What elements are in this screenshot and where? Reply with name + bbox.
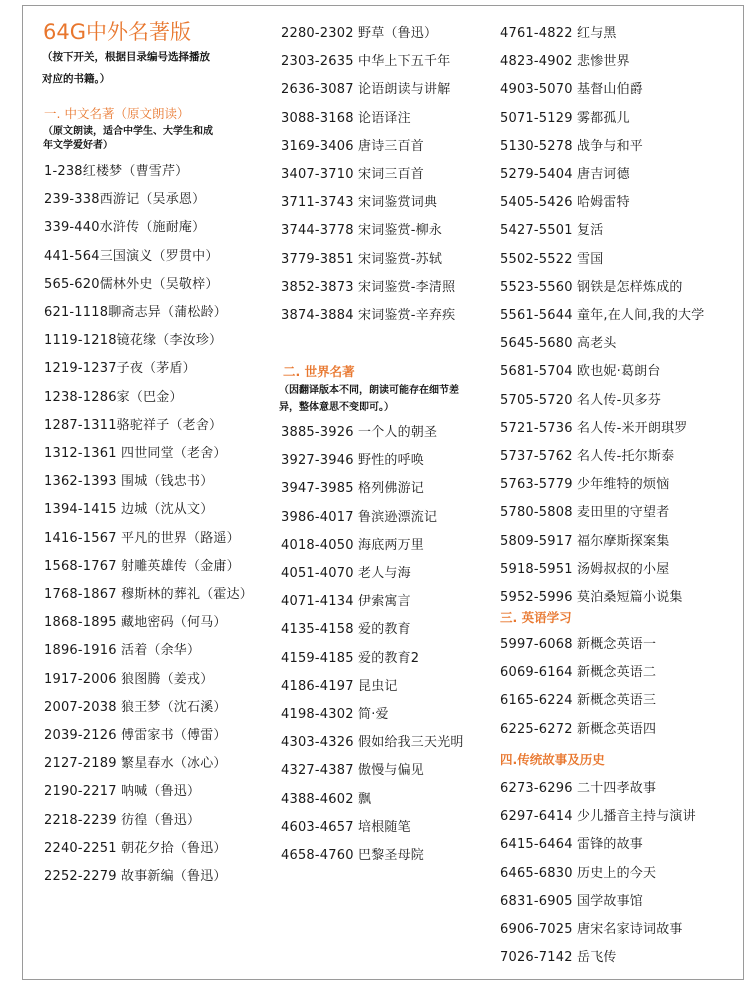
book-entry: 5763-5779 少年维特的烦恼 bbox=[500, 477, 670, 493]
book-entry: 2127-2189 繁星春水（冰心） bbox=[44, 756, 227, 772]
book-entry: 6906-7025 唐宋名家诗词故事 bbox=[500, 922, 683, 937]
book-entry: 441-564三国演义（罗贯中） bbox=[44, 248, 219, 264]
book-entry: 5780-5808 麦田里的守望者 bbox=[500, 505, 670, 521]
book-entry: 2252-2279 故事新编（鲁迅） bbox=[44, 869, 227, 884]
book-entry: 1568-1767 射雕英雄传（金庸） bbox=[44, 558, 240, 574]
book-entry: 5130-5278 战争与和平 bbox=[500, 138, 643, 154]
catalog-title: 64G中外名著版 bbox=[43, 20, 191, 44]
book-entry: 5645-5680 高老头 bbox=[500, 336, 617, 352]
book-entry: 6165-6224 新概念英语三 bbox=[500, 693, 657, 709]
book-entry: 4198-4302 简·爱 bbox=[281, 707, 389, 722]
book-entry: 5071-5129 雾都孤儿 bbox=[500, 110, 630, 126]
book-entry: 1287-1311骆驼祥子（老舍） bbox=[44, 417, 223, 433]
book-entry: 5952-5996 莫泊桑短篇小说集 bbox=[500, 590, 683, 605]
book-entry: 4603-4657 培根随笔 bbox=[281, 819, 411, 835]
section-note: 年文学爱好者） bbox=[43, 140, 113, 151]
book-entry: 4051-4070 老人与海 bbox=[281, 566, 411, 581]
book-entry: 4135-4158 爱的教育 bbox=[281, 622, 411, 638]
book-entry: 2280-2302 野草（鲁迅） bbox=[281, 26, 438, 41]
book-entry: 6415-6464 雷锋的故事 bbox=[500, 837, 643, 853]
book-entry: 5427-5501 复活 bbox=[500, 223, 604, 239]
section-heading-stories: 四.传统故事及历史 bbox=[500, 752, 605, 767]
book-entry: 6831-6905 国学故事馆 bbox=[500, 893, 643, 909]
book-entry: 3874-3884 宋词鉴赏-辛弃疾 bbox=[281, 308, 456, 323]
book-entry: 5502-5522 雪国 bbox=[500, 251, 604, 267]
book-entry: 1868-1895 藏地密码（何马） bbox=[44, 615, 227, 631]
section-heading-english: 三. 英语学习 bbox=[500, 610, 572, 625]
book-entry: 3407-3710 宋词三百首 bbox=[281, 167, 424, 182]
book-entry: 5279-5404 唐吉诃德 bbox=[500, 167, 630, 182]
book-entry: 239-338西游记（吴承恩） bbox=[44, 192, 206, 208]
book-entry: 1238-1286家（巴金） bbox=[44, 389, 183, 405]
book-entry: 1394-1415 边城（沈从文） bbox=[44, 502, 214, 518]
book-entry: 2240-2251 朝花夕拾（鲁迅） bbox=[44, 840, 227, 856]
book-entry: 5405-5426 哈姆雷特 bbox=[500, 195, 630, 211]
book-entry: 5523-5560 钢铁是怎样炼成的 bbox=[500, 279, 683, 295]
book-entry: 1896-1916 活着（余华） bbox=[44, 643, 201, 659]
book-entry: 6069-6164 新概念英语二 bbox=[500, 665, 657, 681]
book-entry: 6465-6830 历史上的今天 bbox=[500, 865, 657, 881]
book-entry: 4303-4326 假如给我三天光明 bbox=[281, 735, 464, 751]
book-entry: 1416-1567 平凡的世界（路遥） bbox=[44, 530, 240, 546]
book-entry: 3088-3168 论语译注 bbox=[281, 110, 411, 126]
book-entry: 3711-3743 宋词鉴赏词典 bbox=[281, 195, 438, 211]
section-note: （因翻译版本不同，朗读可能存在细节差 bbox=[279, 385, 459, 396]
book-entry: 2039-2126 傅雷家书（傅雷） bbox=[44, 728, 227, 743]
book-entry: 4761-4822 红与黑 bbox=[500, 26, 617, 41]
book-entry: 5809-5917 福尔摩斯探案集 bbox=[500, 533, 670, 549]
book-entry: 2007-2038 狼王梦（沈石溪） bbox=[44, 699, 227, 715]
section-note: （原文朗读，适合中学生、大学生和成 bbox=[43, 126, 213, 137]
section-heading-chinese: 一. 中文名著（原文朗读） bbox=[44, 106, 190, 121]
book-entry: 3927-3946 野性的呼唤 bbox=[281, 453, 424, 469]
book-entry: 1219-1237子夜（茅盾） bbox=[44, 361, 196, 377]
book-entry: 3744-3778 宋词鉴赏-柳永 bbox=[281, 223, 443, 239]
book-entry: 3779-3851 宋词鉴赏-苏轼 bbox=[281, 251, 443, 267]
book-entry: 6297-6414 少儿播音主持与演讲 bbox=[500, 809, 696, 825]
book-entry: 2218-2239 彷徨（鲁迅） bbox=[44, 812, 201, 828]
book-entry: 5737-5762 名人传-托尔斯泰 bbox=[500, 449, 675, 464]
book-entry: 3947-3985 格列佛游记 bbox=[281, 481, 424, 497]
book-entry: 4388-4602 飘 bbox=[281, 791, 372, 807]
book-entry: 5997-6068 新概念英语一 bbox=[500, 637, 657, 652]
section-note: 异，整体意思不变即可。） bbox=[279, 402, 394, 413]
book-entry: 4903-5070 基督山伯爵 bbox=[500, 82, 643, 98]
book-entry: 2303-2635 中华上下五千年 bbox=[281, 54, 451, 70]
book-entry: 4327-4387 傲慢与偏见 bbox=[281, 763, 424, 779]
book-entry: 339-440水浒传（施耐庵） bbox=[44, 220, 206, 236]
instruction-line: （按下开关，根据目录编号选择播放 bbox=[42, 51, 210, 63]
book-entry: 5721-5736 名人传-米开朗琪罗 bbox=[500, 420, 688, 436]
book-entry: 3885-3926 一个人的朝圣 bbox=[281, 425, 438, 440]
book-entry: 1119-1218镜花缘（李汝珍） bbox=[44, 333, 223, 349]
book-entry: 1917-2006 狼图腾（姜戎） bbox=[44, 671, 214, 687]
book-entry: 6273-6296 二十四孝故事 bbox=[500, 781, 657, 796]
book-entry: 4018-4050 海底两万里 bbox=[281, 537, 424, 553]
book-entry: 4658-4760 巴黎圣母院 bbox=[281, 848, 424, 863]
book-entry: 1-238红楼梦（曹雪芹） bbox=[44, 164, 189, 179]
book-entry: 565-620儒林外史（吴敬梓） bbox=[44, 276, 219, 292]
instruction-line: 对应的书籍。） bbox=[42, 73, 111, 85]
book-entry: 6225-6272 新概念英语四 bbox=[500, 721, 657, 737]
book-entry: 3852-3873 宋词鉴赏-李清照 bbox=[281, 279, 456, 295]
book-entry: 2190-2217 呐喊（鲁迅） bbox=[44, 784, 201, 800]
book-entry: 4186-4197 昆虫记 bbox=[281, 678, 398, 694]
book-entry: 5561-5644 童年,在人间,我的大学 bbox=[500, 308, 705, 323]
book-entry: 1312-1361 四世同堂（老舍） bbox=[44, 446, 227, 461]
book-entry: 5705-5720 名人传-贝多芬 bbox=[500, 392, 662, 408]
book-entry: 621-1118聊斋志异（蒲松龄） bbox=[44, 305, 227, 320]
book-entry: 5918-5951 汤姆叔叔的小屋 bbox=[500, 561, 670, 577]
book-entry: 2636-3087 论语朗读与讲解 bbox=[281, 82, 451, 98]
book-entry: 7026-7142 岳飞传 bbox=[500, 950, 617, 966]
book-entry: 1362-1393 围城（钱忠书） bbox=[44, 474, 214, 490]
book-entry: 1768-1867 穆斯林的葬礼（霍达） bbox=[44, 587, 253, 602]
book-entry: 3169-3406 唐诗三百首 bbox=[281, 138, 424, 154]
book-entry: 4823-4902 悲惨世界 bbox=[500, 54, 630, 70]
book-entry: 4071-4134 伊索寓言 bbox=[281, 594, 411, 610]
book-entry: 4159-4185 爱的教育2 bbox=[281, 650, 420, 666]
book-entry: 5681-5704 欧也妮·葛朗台 bbox=[500, 364, 661, 380]
section-heading-world: 二. 世界名著 bbox=[283, 364, 355, 379]
book-entry: 3986-4017 鲁滨逊漂流记 bbox=[281, 509, 438, 525]
